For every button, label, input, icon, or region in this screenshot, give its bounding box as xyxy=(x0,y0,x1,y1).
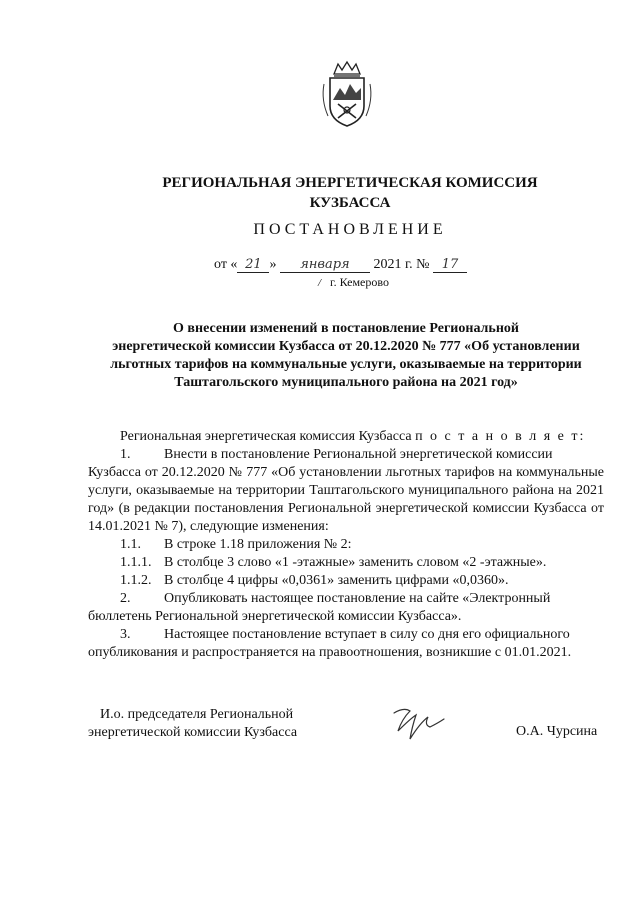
signatory-name: О.А. Чурсина xyxy=(516,724,598,739)
item-text: Внести в постановление Региональной энергетической комиссии xyxy=(164,447,553,462)
item-continuation: бюллетень Региональной энергетической комиссии Кузбасса». xyxy=(88,609,462,624)
item-number: 1.1.2. xyxy=(120,573,152,588)
organization-title-line2: КУЗБАССА xyxy=(309,195,391,211)
document-type: ПОСТАНОВЛЕНИЕ xyxy=(253,221,447,238)
city: г. Кемерово xyxy=(330,275,389,289)
subject-line2: энергетической комиссии Кузбасса от 20.12.2020 № 777 «Об установлении xyxy=(112,339,580,354)
signatory-position-line1: И.о. председателя Региональной xyxy=(100,707,294,722)
list-item xyxy=(88,572,604,590)
list-item xyxy=(88,446,604,464)
organization-title-line1: РЕГИОНАЛЬНАЯ ЭНЕРГЕТИЧЕСКАЯ КОМИССИЯ xyxy=(162,175,538,191)
date-day: 21 xyxy=(237,257,269,273)
list-item xyxy=(88,554,604,572)
item-text: Опубликовать настоящее постановление на сайте «Электронный xyxy=(164,591,551,606)
handwritten-mark: / xyxy=(318,277,322,289)
date-month: января xyxy=(280,257,370,273)
list-item xyxy=(88,626,604,644)
coat-of-arms-icon xyxy=(318,60,376,130)
document-body xyxy=(88,428,604,662)
subject-line4: Таштагольского муниципального района на 2021 год» xyxy=(174,375,518,390)
list-item xyxy=(88,536,604,554)
subject-line1: О внесении изменений в постановление Региональной xyxy=(173,321,519,336)
item-continuation: опубликования и распространяется на правоотношения, возникшие с 01.01.2021. xyxy=(88,645,572,660)
intro-paragraph xyxy=(88,428,604,446)
item-text: Настоящее постановление вступает в силу со дня его официального xyxy=(164,627,570,642)
item-number: 1. xyxy=(120,447,131,462)
intro-text: Региональная энергетическая комиссия Кузбасса xyxy=(120,429,412,444)
date-mid: » xyxy=(269,257,277,272)
item-number: 1.1. xyxy=(120,537,141,552)
item-continuation: Кузбасса от 20.12.2020 № 777 «Об установлении льготных тарифов на коммунальные услуги, оказываемые на территории Таштагольского муниципального района на 2021 год» (в редакции постановления Региональной энергетической комиссии Кузбасса от 14.01.2021 № 7), следующие изменения: xyxy=(88,465,604,534)
item-number: 2. xyxy=(120,591,131,606)
date-prefix: от « xyxy=(214,257,238,272)
item-text: В столбце 3 слово «1 -этажные» заменить словом «2 -этажные». xyxy=(164,555,547,570)
signatory-position xyxy=(88,706,297,742)
organization-title xyxy=(150,173,550,213)
item-text: В строке 1.18 приложения № 2: xyxy=(164,537,352,552)
document-subject xyxy=(86,320,606,392)
item-number: 1.1.1. xyxy=(120,555,152,570)
list-item xyxy=(88,590,604,608)
intro-resolves: п о с т а н о в л я е т: xyxy=(415,429,586,444)
signatory-position-line2: энергетической комиссии Кузбасса xyxy=(88,725,298,740)
document-number: 17 xyxy=(433,257,467,273)
date-year: 2021 г. № xyxy=(373,257,430,272)
handwritten-signature xyxy=(390,705,446,743)
subject-line3: льготных тарифов на коммунальные услуги, оказываемые на территории xyxy=(110,357,582,372)
item-number: 3. xyxy=(120,627,131,642)
item-text: В столбце 4 цифры «0,0361» заменить цифрами «0,0360». xyxy=(164,573,509,588)
date-line xyxy=(214,257,467,273)
